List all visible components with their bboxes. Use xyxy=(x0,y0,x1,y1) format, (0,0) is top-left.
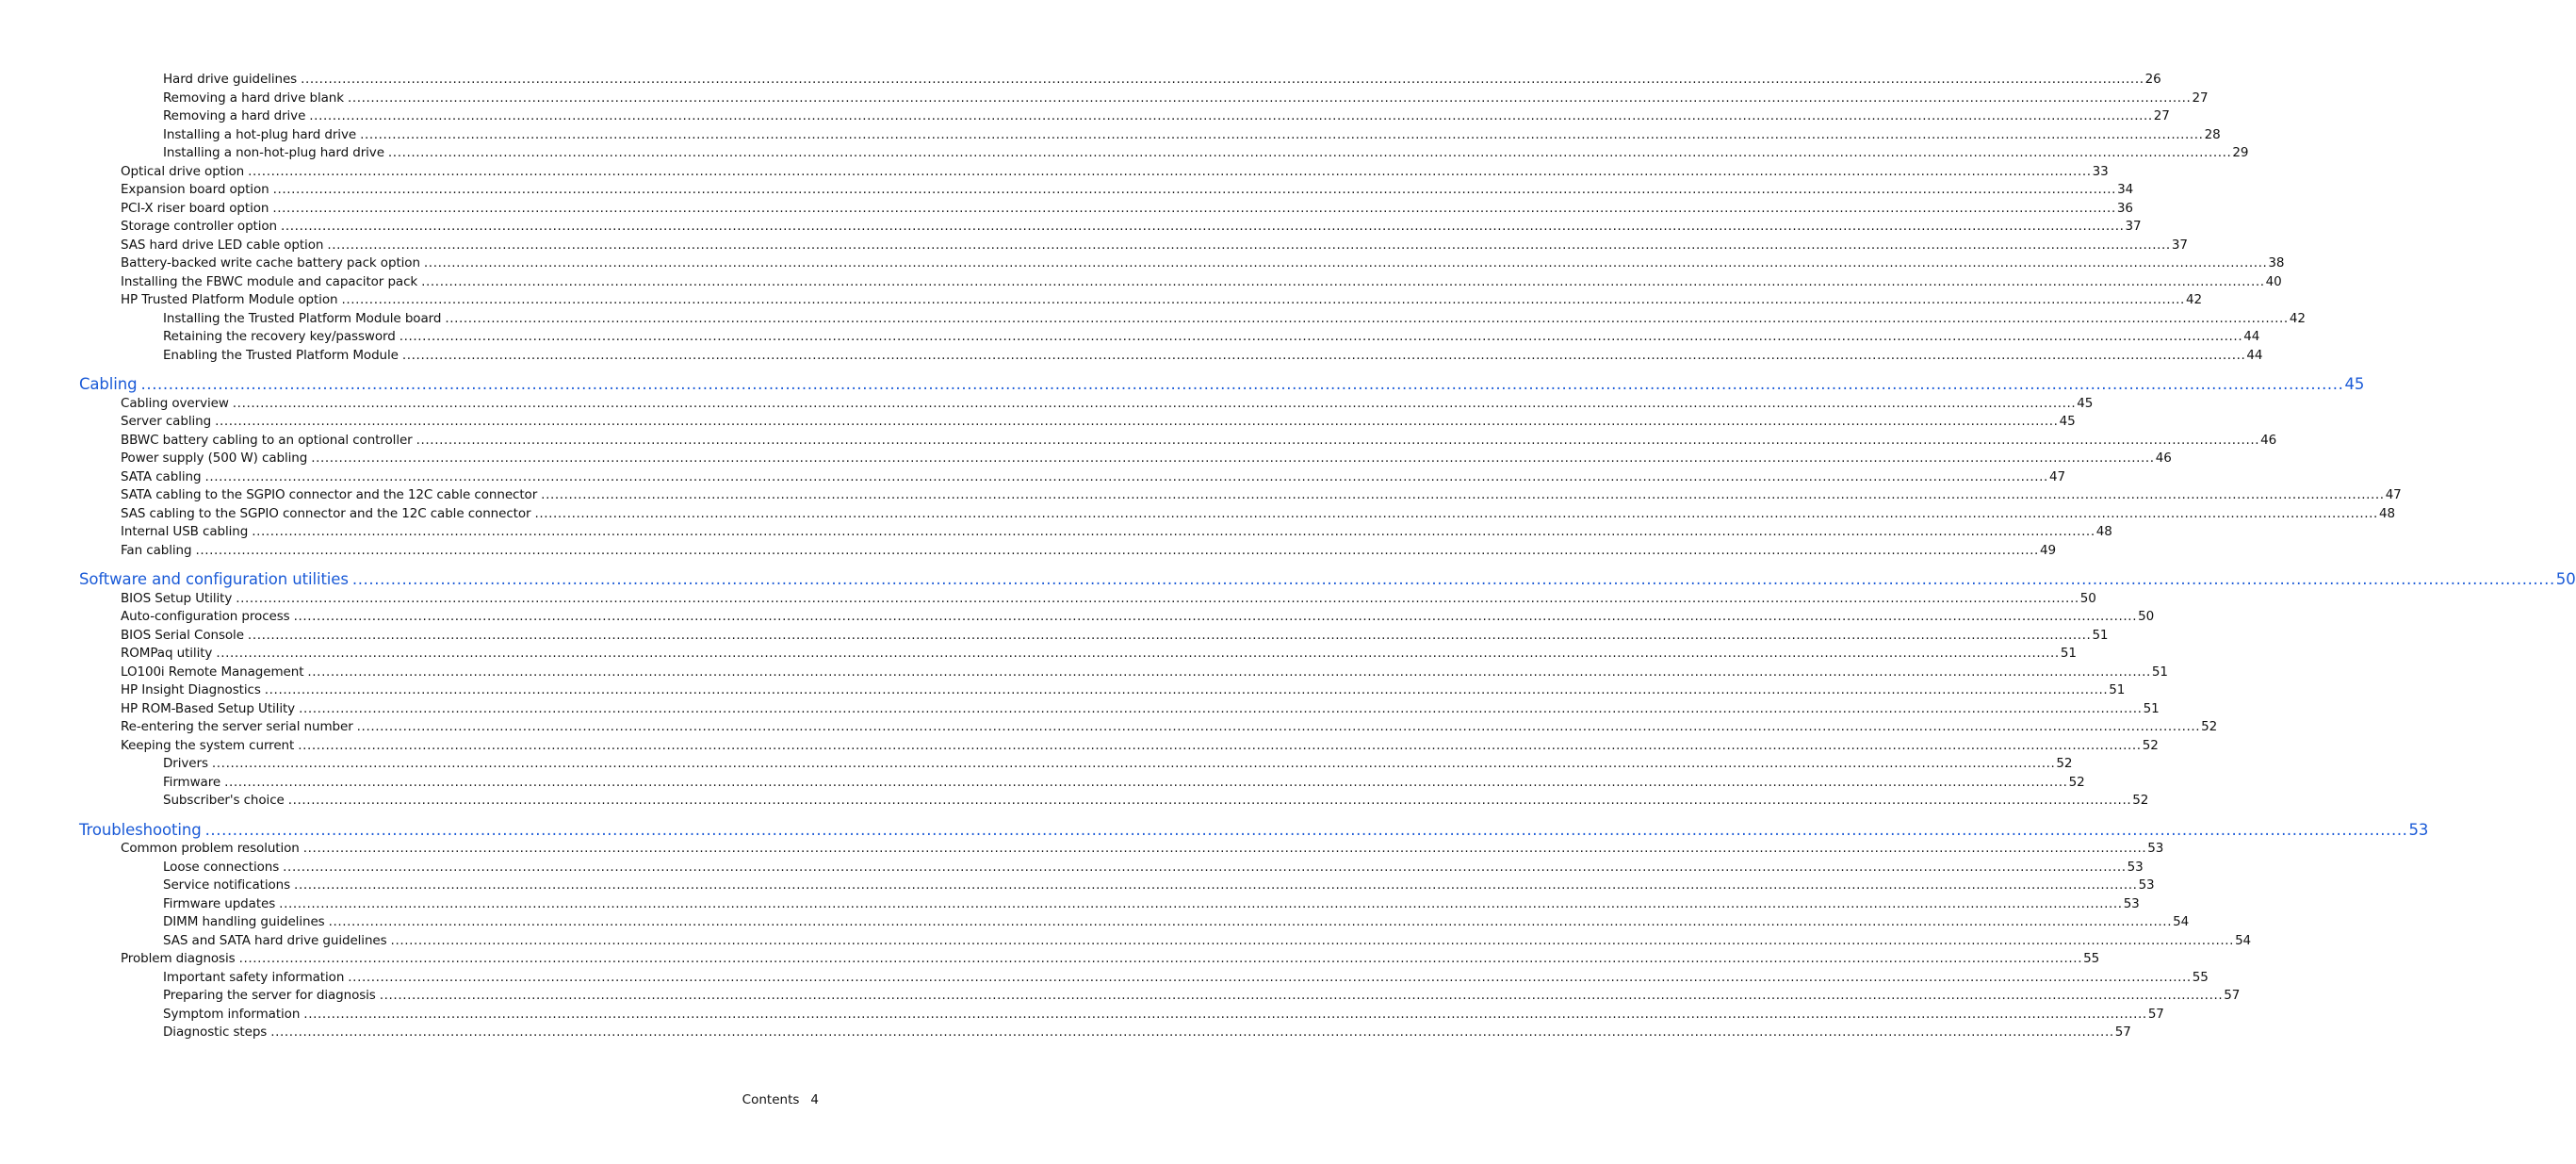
dot-leader: ................................................................................................................................................................................................................................................................................................................................................................................................................ xyxy=(327,237,2171,253)
toc-entry-page-number: 46 xyxy=(2155,451,2172,466)
dot-leader: ................................................................................................................................................................................................................................................................................................................................................................................................................ xyxy=(247,627,2092,643)
toc-entry[interactable] xyxy=(121,413,2076,431)
toc-entry[interactable] xyxy=(163,90,2209,107)
dot-leader: ................................................................................................................................................................................................................................................................................................................................................................................................................ xyxy=(270,1025,2114,1040)
toc-entry-page-number: 52 xyxy=(2132,793,2149,808)
toc-entry-title: PCI-X riser board option xyxy=(121,200,269,216)
dot-leader: ................................................................................................................................................................................................................................................................................................................................................................................................................ xyxy=(204,468,2048,484)
toc-entry-title: Cabling overview xyxy=(121,395,229,411)
toc-entry[interactable] xyxy=(121,486,2402,504)
toc-entry-page-number: 55 xyxy=(2192,969,2209,985)
toc-entry[interactable] xyxy=(163,107,2170,125)
toc-entry-title: Power supply (500 W) cabling xyxy=(121,451,308,466)
toc-entry-page-number: 52 xyxy=(2068,774,2085,790)
toc-entry-page-number: 34 xyxy=(2117,182,2134,197)
dot-leader: ................................................................................................................................................................................................................................................................................................................................................................................................................ xyxy=(302,841,2147,856)
toc-entry-title: Storage controller option xyxy=(121,219,277,234)
toc-entry-title: Cabling xyxy=(79,375,138,393)
toc-entry[interactable] xyxy=(163,969,2209,987)
dot-leader: ................................................................................................................................................................................................................................................................................................................................................................................................................ xyxy=(211,756,2056,771)
toc-entry-page-number: 52 xyxy=(2142,737,2159,753)
dot-leader: ................................................................................................................................................................................................................................................................................................................................................................................................................ xyxy=(387,145,2232,160)
toc-entry-title: Common problem resolution xyxy=(121,841,300,856)
toc-entry[interactable] xyxy=(121,590,2096,608)
toc-entry-title: HP Trusted Platform Module option xyxy=(121,292,338,307)
toc-entry-title: BIOS Setup Utility xyxy=(121,590,233,606)
toc-entry-title: Firmware updates xyxy=(163,895,276,911)
dot-leader: ................................................................................................................................................................................................................................................................................................................................................................................................................ xyxy=(534,505,2378,521)
toc-entry[interactable] xyxy=(163,774,2085,792)
footer-page-number: 4 xyxy=(810,1092,819,1107)
dot-leader: ................................................................................................................................................................................................................................................................................................................................................................................................................ xyxy=(421,273,2265,289)
toc-entry[interactable] xyxy=(163,755,2073,773)
toc-entry-page-number: 26 xyxy=(2144,72,2161,87)
toc-entry-page-number: 51 xyxy=(2092,627,2109,643)
toc-entry[interactable] xyxy=(121,700,2160,718)
toc-entry-page-number: 44 xyxy=(2243,329,2260,344)
footer-label: Contents xyxy=(742,1092,800,1107)
toc-entry-page-number: 42 xyxy=(2289,310,2306,326)
toc-entry-page-number: 53 xyxy=(2138,877,2155,893)
toc-entry-page-number: 48 xyxy=(2095,524,2112,539)
toc-entry[interactable] xyxy=(121,505,2395,523)
dot-leader: ................................................................................................................................................................................................................................................................................................................................................................................................................ xyxy=(224,774,2068,790)
toc-entry-title: Enabling the Trusted Platform Module xyxy=(163,347,399,363)
toc-entry-page-number: 50 xyxy=(2079,590,2096,606)
toc-entry[interactable] xyxy=(163,932,2252,950)
dot-leader: ................................................................................................................................................................................................................................................................................................................................................................................................................ xyxy=(236,590,2079,606)
toc-entry-page-number: 53 xyxy=(2127,859,2144,875)
toc-entry-title: Installing a hot-plug hard drive xyxy=(163,126,357,142)
toc-entry-title: BIOS Serial Console xyxy=(121,627,244,643)
toc-entry-title: SAS and SATA hard drive guidelines xyxy=(163,932,387,948)
toc-entry[interactable] xyxy=(121,664,2168,681)
toc-entry[interactable] xyxy=(163,126,2221,144)
dot-leader: ................................................................................................................................................................................................................................................................................................................................................................................................................ xyxy=(195,542,2039,558)
toc-entry[interactable] xyxy=(163,347,2263,365)
toc-entry-title: SAS hard drive LED cable option xyxy=(121,237,324,253)
toc-entry-page-number: 52 xyxy=(2056,756,2073,771)
toc-entry[interactable] xyxy=(121,163,2109,181)
dot-leader: ................................................................................................................................................................................................................................................................................................................................................................................................................ xyxy=(215,414,2059,429)
toc-entry-page-number: 54 xyxy=(2235,932,2252,948)
dot-leader: ................................................................................................................................................................................................................................................................................................................................................................................................................ xyxy=(423,255,2268,271)
dot-leader: ................................................................................................................................................................................................................................................................................................................................................................................................................ xyxy=(294,877,2138,893)
toc-entry[interactable] xyxy=(121,468,2065,486)
toc-entry-title: HP Insight Diagnostics xyxy=(121,682,261,697)
toc-entry-title: SATA cabling to the SGPIO connector and the 12C cable connector xyxy=(121,487,538,502)
dot-leader: ................................................................................................................................................................................................................................................................................................................................................................................................................ xyxy=(287,793,2132,808)
dot-leader: ................................................................................................................................................................................................................................................................................................................................................................................................................ xyxy=(264,682,2109,697)
toc-chapter-entry[interactable] xyxy=(79,569,2576,590)
toc-entry[interactable] xyxy=(163,1006,2164,1024)
dot-leader: ................................................................................................................................................................................................................................................................................................................................................................................................................ xyxy=(301,72,2144,87)
toc-entry[interactable] xyxy=(163,1024,2131,1041)
toc-entry-title: Optical drive option xyxy=(121,163,245,179)
toc-entry[interactable] xyxy=(121,950,2100,968)
dot-leader: ................................................................................................................................................................................................................................................................................................................................................................................................................ xyxy=(272,182,2117,197)
dot-leader: ................................................................................................................................................................................................................................................................................................................................................................................................................ xyxy=(248,163,2092,179)
toc-entry-page-number: 42 xyxy=(2185,292,2202,307)
dot-leader: ................................................................................................................................................................................................................................................................................................................................................................................................................ xyxy=(360,126,2204,142)
dot-leader: ................................................................................................................................................................................................................................................................................................................................................................................................................ xyxy=(379,988,2224,1003)
dot-leader: ................................................................................................................................................................................................................................................................................................................................................................................................................ xyxy=(298,737,2142,753)
toc-entry[interactable] xyxy=(163,895,2140,913)
dot-leader: ................................................................................................................................................................................................................................................................................................................................................................................................................ xyxy=(356,719,2201,734)
toc-entry-title: Drivers xyxy=(163,756,208,771)
toc-entry-page-number: 50 xyxy=(2138,609,2155,624)
toc-entry-title: DIMM handling guidelines xyxy=(163,914,325,929)
toc-entry[interactable] xyxy=(121,523,2112,541)
dot-leader: ................................................................................................................................................................................................................................................................................................................................................................................................................ xyxy=(279,895,2123,911)
toc-entry[interactable] xyxy=(121,200,2133,218)
dot-leader: ................................................................................................................................................................................................................................................................................................................................................................................................................ xyxy=(232,395,2077,411)
toc-entry-title: Hard drive guidelines xyxy=(163,72,298,87)
toc-entry-page-number: 53 xyxy=(2147,841,2164,856)
toc-entry-title: Battery-backed write cache battery pack option xyxy=(121,255,420,271)
dot-leader: ................................................................................................................................................................................................................................................................................................................................................................................................................ xyxy=(204,820,2408,839)
dot-leader: ................................................................................................................................................................................................................................................................................................................................................................................................................ xyxy=(401,347,2246,363)
toc-entry-page-number: 27 xyxy=(2153,108,2170,123)
toc-entry-title: Diagnostic steps xyxy=(163,1025,268,1040)
toc-entry-page-number: 28 xyxy=(2204,126,2221,142)
toc-entry-title: Auto-configuration process xyxy=(121,609,290,624)
dot-leader: ................................................................................................................................................................................................................................................................................................................................................................................................................ xyxy=(348,969,2192,985)
dot-leader: ................................................................................................................................................................................................................................................................................................................................................................................................................ xyxy=(299,700,2143,716)
toc-entry[interactable] xyxy=(163,310,2306,328)
toc-entry[interactable] xyxy=(121,681,2126,699)
dot-leader: ................................................................................................................................................................................................................................................................................................................................................................................................................ xyxy=(216,646,2060,661)
toc-entry-page-number: 38 xyxy=(2268,255,2285,271)
toc-entry-page-number: 51 xyxy=(2109,682,2126,697)
toc-entry-page-number: 37 xyxy=(2171,237,2188,253)
toc-entry-title: LO100i Remote Management xyxy=(121,664,304,680)
toc-entry-page-number: 47 xyxy=(2385,487,2402,502)
toc-entry[interactable] xyxy=(121,291,2202,309)
dot-leader: ................................................................................................................................................................................................................................................................................................................................................................................................................ xyxy=(293,609,2138,624)
toc-entry-page-number: 57 xyxy=(2224,988,2241,1003)
toc-entry[interactable] xyxy=(121,737,2159,755)
toc-entry-page-number: 49 xyxy=(2039,542,2056,558)
toc-entry[interactable] xyxy=(121,840,2164,858)
toc-entry-page-number: 54 xyxy=(2173,914,2190,929)
toc-entry-page-number: 51 xyxy=(2151,664,2168,680)
toc-entry-page-number: 47 xyxy=(2048,468,2065,484)
toc-entry[interactable] xyxy=(163,913,2190,931)
toc-entry[interactable] xyxy=(163,859,2144,877)
toc-entry-page-number: 29 xyxy=(2232,145,2249,160)
dot-leader: ................................................................................................................................................................................................................................................................................................................................................................................................................ xyxy=(307,664,2151,680)
toc-entry-page-number: 36 xyxy=(2116,200,2133,216)
dot-leader: ................................................................................................................................................................................................................................................................................................................................................................................................................ xyxy=(238,951,2083,966)
dot-leader: ................................................................................................................................................................................................................................................................................................................................................................................................................ xyxy=(140,375,2344,393)
toc-entry-title: Subscriber's choice xyxy=(163,793,285,808)
toc-entry-title: HP ROM-Based Setup Utility xyxy=(121,700,296,716)
toc-entry[interactable] xyxy=(121,542,2056,560)
toc-entry-title: Service notifications xyxy=(163,877,291,893)
toc-entry-title: Keeping the system current xyxy=(121,737,295,753)
toc-entry[interactable] xyxy=(121,395,2094,413)
toc-entry[interactable] xyxy=(121,237,2188,254)
dot-leader: ................................................................................................................................................................................................................................................................................................................................................................................................................ xyxy=(541,487,2385,502)
toc-entry-title: Symptom information xyxy=(163,1006,301,1022)
toc-chapter-entry[interactable] xyxy=(79,820,2429,841)
toc-entry-page-number: 37 xyxy=(2125,219,2142,234)
page-footer xyxy=(742,1092,819,1107)
toc-entry-title: SAS cabling to the SGPIO connector and the 12C cable connector xyxy=(121,505,531,521)
toc-entry[interactable] xyxy=(121,218,2142,236)
toc-entry-title: Troubleshooting xyxy=(79,820,202,839)
toc-entry[interactable] xyxy=(163,987,2241,1005)
toc-entry-title: SATA cabling xyxy=(121,468,202,484)
dot-leader: ................................................................................................................................................................................................................................................................................................................................................................................................................ xyxy=(445,310,2289,326)
toc-entry-page-number: 45 xyxy=(2344,375,2365,393)
toc-entry-title: Internal USB cabling xyxy=(121,524,249,539)
toc-entry-title: Software and configuration utilities xyxy=(79,570,349,588)
toc-entry-title: BBWC battery cabling to an optional controller xyxy=(121,432,413,448)
toc-entry-page-number: 44 xyxy=(2246,347,2263,363)
dot-leader: ................................................................................................................................................................................................................................................................................................................................................................................................................ xyxy=(281,219,2125,234)
toc-entry-page-number: 48 xyxy=(2378,505,2395,521)
toc-entry-page-number: 57 xyxy=(2147,1006,2164,1022)
toc-entry-page-number: 55 xyxy=(2083,951,2100,966)
dot-leader: ................................................................................................................................................................................................................................................................................................................................................................................................................ xyxy=(347,90,2192,106)
toc-entry-page-number: 51 xyxy=(2143,700,2160,716)
toc-entry-title: Removing a hard drive xyxy=(163,108,306,123)
toc-entry[interactable] xyxy=(163,877,2155,894)
toc-entry-title: Loose connections xyxy=(163,859,280,875)
toc-entry-title: ROMPaq utility xyxy=(121,646,213,661)
toc-entry[interactable] xyxy=(163,328,2260,346)
dot-leader: ................................................................................................................................................................................................................................................................................................................................................................................................................ xyxy=(328,914,2173,929)
toc-entry-page-number: 57 xyxy=(2114,1025,2131,1040)
toc-entry-page-number: 53 xyxy=(2123,895,2140,911)
toc-entry-title: Preparing the server for diagnosis xyxy=(163,988,376,1003)
toc-entry-title: Installing the Trusted Platform Module board xyxy=(163,310,442,326)
toc-entry-title: Problem diagnosis xyxy=(121,951,236,966)
toc-entry[interactable] xyxy=(163,792,2149,810)
toc-chapter-entry[interactable] xyxy=(79,374,2365,395)
dot-leader: ................................................................................................................................................................................................................................................................................................................................................................................................................ xyxy=(311,451,2155,466)
toc-entry-title: Server cabling xyxy=(121,414,212,429)
toc-entry-title: Installing a non-hot-plug hard drive xyxy=(163,145,384,160)
toc-entry-page-number: 40 xyxy=(2265,273,2282,289)
toc-entry-title: Expansion board option xyxy=(121,182,269,197)
dot-leader: ................................................................................................................................................................................................................................................................................................................................................................................................................ xyxy=(252,524,2095,539)
toc-entry-page-number: 52 xyxy=(2201,719,2218,734)
toc-entry[interactable] xyxy=(121,254,2285,272)
toc-entry-title: Important safety information xyxy=(163,969,345,985)
toc-entry-page-number: 45 xyxy=(2059,414,2076,429)
toc-entry-page-number: 51 xyxy=(2060,646,2077,661)
toc-entry-title: Fan cabling xyxy=(121,542,192,558)
dot-leader: ................................................................................................................................................................................................................................................................................................................................................................................................................ xyxy=(351,570,2555,588)
toc-entry-title: Installing the FBWC module and capacitor pack xyxy=(121,273,418,289)
toc-entry-page-number: 46 xyxy=(2260,432,2277,448)
dot-leader: ................................................................................................................................................................................................................................................................................................................................................................................................................ xyxy=(303,1006,2147,1022)
dot-leader: ................................................................................................................................................................................................................................................................................................................................................................................................................ xyxy=(272,200,2116,216)
toc-entry[interactable] xyxy=(121,645,2077,663)
toc-entry[interactable] xyxy=(121,273,2282,291)
dot-leader: ................................................................................................................................................................................................................................................................................................................................................................................................................ xyxy=(309,108,2153,123)
toc-entry-title: Firmware xyxy=(163,774,221,790)
toc-entry-page-number: 45 xyxy=(2077,395,2094,411)
toc-entry-title: Re-entering the server serial number xyxy=(121,719,353,734)
dot-leader: ................................................................................................................................................................................................................................................................................................................................................................................................................ xyxy=(283,859,2127,875)
dot-leader: ................................................................................................................................................................................................................................................................................................................................................................................................................ xyxy=(416,432,2260,448)
toc-entry-title: Retaining the recovery key/password xyxy=(163,329,396,344)
toc-entry[interactable] xyxy=(121,608,2155,626)
toc-entry[interactable] xyxy=(121,718,2218,736)
toc-entry[interactable] xyxy=(121,627,2109,645)
dot-leader: ................................................................................................................................................................................................................................................................................................................................................................................................................ xyxy=(399,329,2243,344)
toc-entry-page-number: 53 xyxy=(2408,820,2429,839)
dot-leader: ................................................................................................................................................................................................................................................................................................................................................................................................................ xyxy=(341,292,2185,307)
toc-entry[interactable] xyxy=(163,144,2249,162)
toc-entry[interactable] xyxy=(163,71,2161,89)
toc-entry-page-number: 50 xyxy=(2555,570,2576,588)
toc-entry[interactable] xyxy=(121,181,2134,199)
toc-entry-page-number: 33 xyxy=(2092,163,2109,179)
toc-entry[interactable] xyxy=(121,450,2172,467)
toc-entry-page-number: 27 xyxy=(2192,90,2209,106)
toc-entry[interactable] xyxy=(121,432,2277,450)
toc-entry-title: Removing a hard drive blank xyxy=(163,90,344,106)
dot-leader: ................................................................................................................................................................................................................................................................................................................................................................................................................ xyxy=(390,932,2235,948)
